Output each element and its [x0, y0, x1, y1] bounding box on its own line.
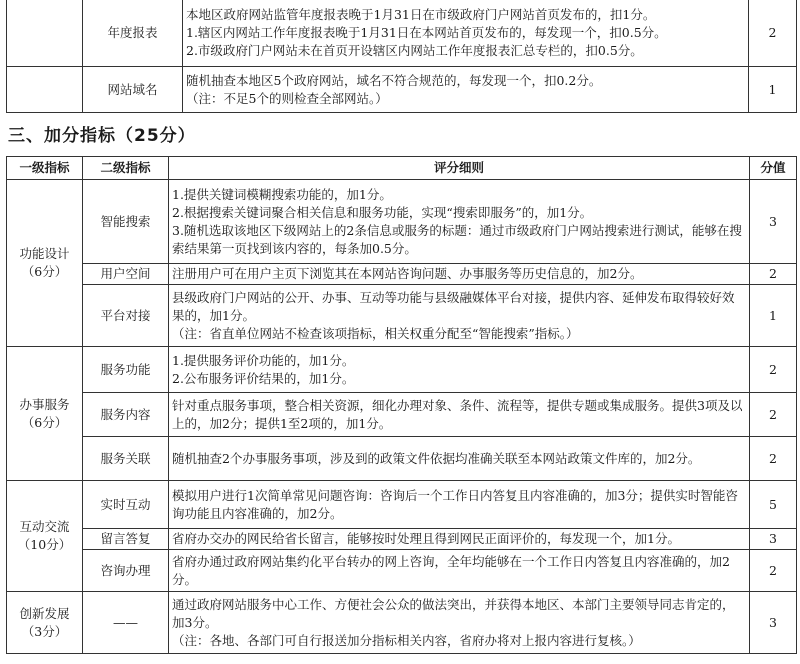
header-score: 分值	[750, 157, 797, 180]
header-level2: 二级指标	[83, 157, 169, 180]
score-cell: 2	[749, 0, 797, 67]
criteria-line: 1.提供关键词模糊搜索功能的，加1分。	[172, 186, 392, 202]
criteria-line: 本地区政府网站监管年度报表晚于1月31日在市级政府门户网站首页发布的，扣1分。	[186, 6, 656, 22]
item-name: 实时互动	[83, 481, 169, 529]
criteria-cell	[183, 67, 749, 113]
category-name: 创新发展	[19, 605, 70, 621]
table-row	[7, 481, 797, 529]
table-header-row	[7, 157, 797, 180]
category-cell	[7, 481, 83, 592]
score-cell: 1	[749, 67, 797, 113]
criteria-line: 针对重点服务事项，整合相关资源，细化办理对象、条件、流程等，提供专题或集成服务。提供3项及以上的，加2分；提供1至2项的，加1分。	[172, 397, 743, 431]
criteria-cell	[169, 180, 750, 264]
criteria-line: 随机抽查本地区5个政府网站，域名不符合规范的，每发现一个，扣0.2分。	[186, 72, 602, 88]
item-name: 咨询办理	[83, 550, 169, 592]
table-row	[7, 285, 797, 347]
criteria-line: 省府办交办的网民给省长留言，能够按时处理且得到网民正面评价的，每发现一个，加1分。	[172, 531, 680, 546]
criteria-cell	[169, 347, 750, 393]
table-row	[7, 393, 797, 437]
item-name: 服务关联	[83, 437, 169, 481]
table-row	[7, 550, 797, 592]
item-name: 用户空间	[83, 264, 169, 285]
criteria-line: 通过政府网站服务中心工作、方便社会公众的做法突出，并获得本地区、本部门主要领导同志肯定的，加3分。	[172, 596, 735, 630]
category-points: （3分）	[21, 623, 68, 639]
score-cell: 3	[750, 592, 797, 654]
criteria-line: （注：各地、各部门可自行报送加分指标相关内容，省府办将对上报内容进行复核。）	[172, 632, 641, 648]
table-row	[7, 437, 797, 481]
table-row	[7, 347, 797, 393]
criteria-cell	[169, 592, 750, 654]
item-name: 服务内容	[83, 393, 169, 437]
criteria-cell	[169, 264, 750, 285]
score-cell: 2	[750, 550, 797, 592]
table-row	[7, 592, 797, 654]
criteria-line: 2.公布服务评价结果的，加1分。	[172, 370, 355, 386]
score-cell: 3	[750, 180, 797, 264]
score-cell: 2	[750, 264, 797, 285]
score-cell: 1	[750, 285, 797, 347]
criteria-cell	[169, 550, 750, 592]
item-name: 年度报表	[83, 0, 183, 67]
category-name: 互动交流	[19, 519, 70, 534]
criteria-cell	[169, 437, 750, 481]
category-points: （10分）	[17, 537, 72, 552]
category-cell	[7, 592, 83, 654]
criteria-line: 3.随机选取该地区下级网站上的2条信息或服务的标题：通过市级政府门户网站搜索进行测试，能够在搜索结果第一页找到该内容的，每条加0.5分。	[172, 222, 742, 256]
empty-cell	[7, 0, 83, 67]
criteria-line: 模拟用户进行1次简单常见问题咨询：咨询后一个工作日内答复且内容准确的，加3分；提供实时智能咨询功能且内容准确的，加2分。	[172, 487, 738, 521]
item-name: 智能搜索	[83, 180, 169, 264]
category-points: （6分）	[21, 414, 68, 430]
criteria-line: 1.辖区内网站工作年度报表晚于1月31日在本网站首页发布的，每发现一个，扣0.5分。	[186, 24, 667, 40]
criteria-cell	[169, 481, 750, 529]
table-row	[7, 0, 797, 67]
category-name: 办事服务	[19, 396, 70, 412]
score-cell: 2	[750, 347, 797, 393]
criteria-line: 县级政府门户网站的公开、办事、互动等功能与县级融媒体平台对接，提供内容、延伸发布取得较好效果的，加1分。	[172, 289, 735, 323]
empty-cell	[7, 67, 83, 113]
prior-section-table	[6, 0, 797, 113]
criteria-line: （注：省直单位网站不检查该项指标，相关权重分配至“智能搜索”指标。）	[172, 325, 579, 341]
criteria-line: （注：不足5个的则检查全部网站。）	[186, 90, 388, 106]
header-criteria: 评分细则	[169, 157, 750, 180]
score-cell: 3	[750, 529, 797, 550]
table-row	[7, 529, 797, 550]
criteria-line: 随机抽查2个办事服务事项，涉及到的政策文件依据均准确关联至本网站政策文件库的，加2分。	[172, 450, 701, 466]
category-name: 功能设计	[19, 246, 70, 261]
item-name: 平台对接	[83, 285, 169, 347]
table-row	[7, 180, 797, 264]
score-cell: 2	[750, 437, 797, 481]
item-name: 服务功能	[83, 347, 169, 393]
category-cell	[7, 347, 83, 481]
table-row	[7, 264, 797, 285]
score-cell: 5	[750, 481, 797, 529]
table-row	[7, 67, 797, 113]
score-cell: 2	[750, 393, 797, 437]
header-level1: 一级指标	[7, 157, 83, 180]
item-name: ——	[83, 592, 169, 654]
criteria-line: 1.提供服务评价功能的，加1分。	[172, 352, 355, 368]
criteria-line: 2.根据搜索关键词聚合相关信息和服务功能，实现“搜索即服务”的，加1分。	[172, 204, 593, 220]
item-name: 网站域名	[83, 67, 183, 113]
criteria-line: 省府办通过政府网站集约化平台转办的网上咨询，全年均能够在一个工作日内答复且内容准确的，加2分。	[172, 553, 730, 587]
criteria-cell	[183, 0, 749, 67]
category-cell	[7, 180, 83, 347]
criteria-line: 注册用户可在用户主页下浏览其在本网站咨询问题、办事服务等历史信息的，加2分。	[172, 266, 643, 281]
item-name: 留言答复	[83, 529, 169, 550]
criteria-cell	[169, 285, 750, 347]
bonus-indicator-table	[6, 156, 797, 654]
criteria-cell	[169, 393, 750, 437]
criteria-line: 2.市级政府门户网站未在首页开设辖区内网站工作年度报表汇总专栏的，扣0.5分。	[186, 42, 643, 58]
criteria-cell	[169, 529, 750, 550]
category-points: （6分）	[21, 264, 68, 279]
section-title: 三、加分指标（25分）	[8, 126, 196, 146]
